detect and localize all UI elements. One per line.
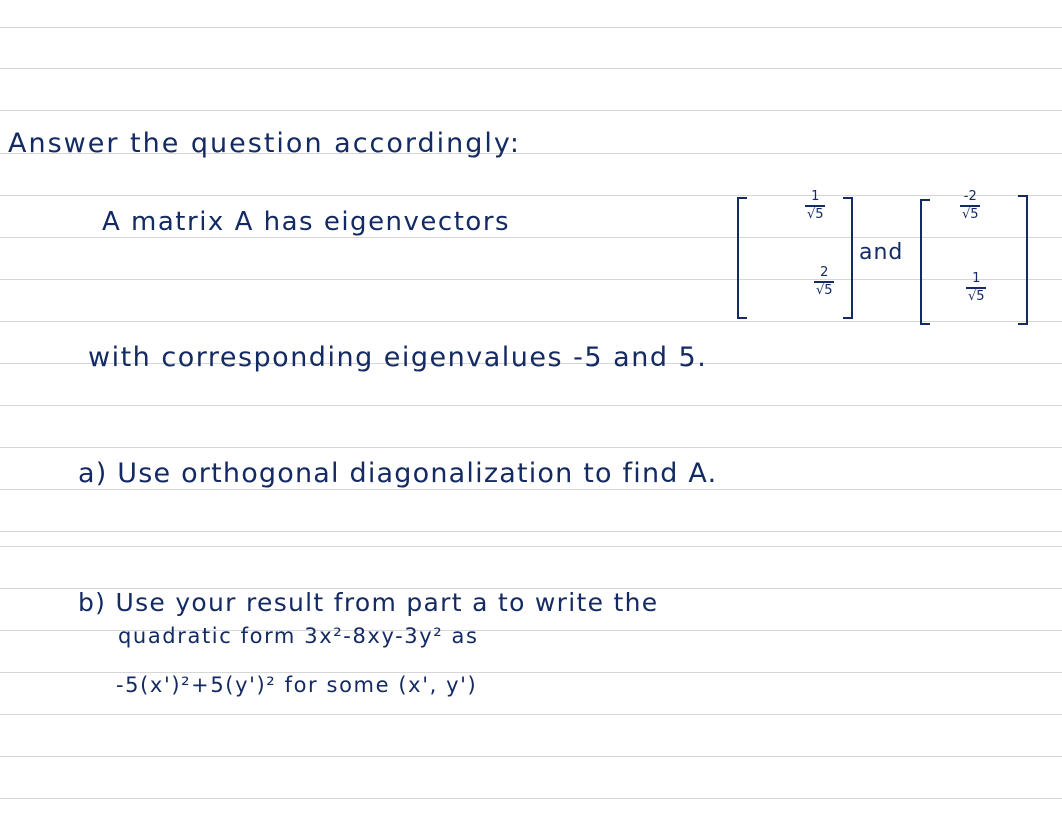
statement-line-1: A matrix A has eigenvectors (102, 207, 511, 237)
vector-2-top-entry (960, 190, 981, 222)
ruled-line (0, 321, 1062, 322)
vector-2-top-denominator: √5 (962, 207, 979, 222)
ruled-line (0, 447, 1062, 448)
ruled-line (0, 756, 1062, 757)
ruled-line (0, 279, 1062, 280)
part-a-text: a) Use orthogonal diagonalization to find A. (78, 458, 718, 489)
intro-text: Answer the question accordingly: (8, 128, 522, 159)
vector-1-top-entry (805, 190, 826, 222)
statement-line-2: with corresponding eigenvalues -5 and 5. (88, 342, 708, 373)
vector-1-right-bracket (843, 197, 853, 319)
connector-text: and (859, 240, 904, 265)
vector-2-right-bracket (1018, 195, 1028, 325)
vector-1-top-numerator: 1 (811, 189, 820, 204)
vector-2-left-bracket (920, 199, 930, 325)
vector-2-top-numerator: -2 (963, 189, 977, 204)
part-b-line-2: quadratic form 3x²-8xy-3y² as (118, 624, 479, 648)
ruled-line (0, 798, 1062, 799)
part-b-line-1: b) Use your result from part a to write the (78, 588, 659, 617)
vector-2-bottom-numerator: 1 (972, 271, 981, 286)
ruled-line (0, 489, 1062, 490)
ruled-line (0, 110, 1062, 111)
ruled-line (0, 714, 1062, 715)
ruled-line (0, 405, 1062, 406)
ruled-line (0, 546, 1062, 547)
vector-2-bottom-entry (966, 272, 987, 304)
ruled-line (0, 68, 1062, 69)
ruled-line (0, 237, 1062, 238)
ruled-line (0, 531, 1062, 532)
ruled-line (0, 195, 1062, 196)
vector-1-left-bracket (737, 197, 747, 319)
vector-2-bottom-denominator: √5 (968, 289, 985, 304)
vector-1-bottom-numerator: 2 (820, 265, 829, 280)
vector-1-top-denominator: √5 (807, 207, 824, 222)
vector-1-bottom-entry (814, 266, 835, 298)
part-b-line-3: -5(x')²+5(y')² for some (x', y') (116, 673, 478, 697)
vector-1-bottom-denominator: √5 (816, 283, 833, 298)
ruled-line (0, 27, 1062, 28)
